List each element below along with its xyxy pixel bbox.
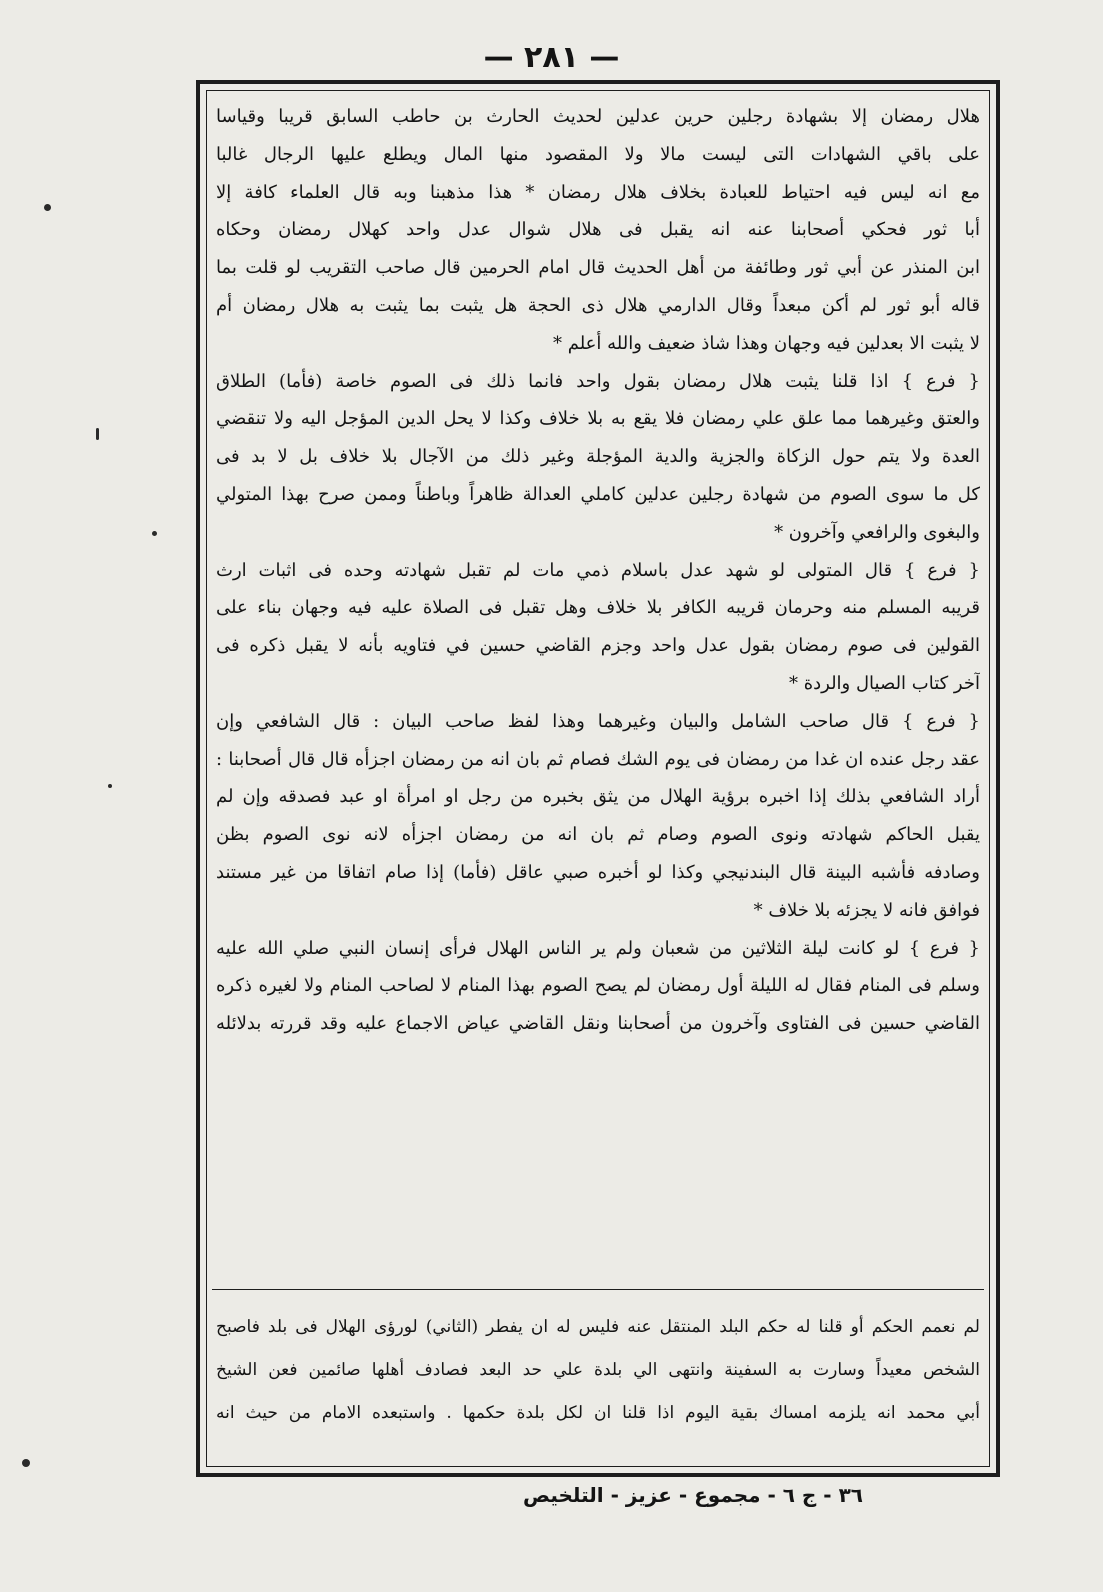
text-line: هلال رمضان إلا بشهادة رجلين حرين عدلين لحديث الحارث بن حاطب السابق قريبا وقياسا xyxy=(216,106,980,127)
text-line: والعتق وغيرهما مما علق علي رمضان فلا يقع به بلا خلاف وكذا لا يحل الدين المؤجل اليه ولا تنقضي xyxy=(216,408,980,430)
scan-speck xyxy=(108,784,112,788)
text-line: والبغوى والرافعي وآخرون * xyxy=(774,521,980,543)
text-line: { فرع } لو كانت ليلة الثلاثين من شعبان ولم ير الناس الهلال فرأى إنسان النبي صلي الله عليه xyxy=(216,937,980,959)
text-line: مع انه ليس فيه احتياط للعبادة بخلاف هلال رمضان * هذا مذهبنا وبه قال العلماء كافة إلا xyxy=(216,181,980,203)
text-line: لا يثبت الا بعدلين فيه وجهان وهذا شاذ ضعيف والله أعلم * xyxy=(553,332,980,354)
page-frame xyxy=(196,80,1000,1477)
text-line: العدة ولا يتم حول الزكاة والجزية والدية المؤجلة وغير ذلك من الآجال بلا خلاف بل لا بد فى xyxy=(216,446,980,468)
text-line: أبا ثور فحكي أصحابنا عنه انه يقبل فى هلال شوال عدل واحد كهلال رمضان وحكاه xyxy=(216,219,980,241)
footnote-line: أبي محمد انه يلزمه امساك بقية اليوم اذا قلنا ان لكل بلدة حكمها . واستبعده الامام من حيث انه xyxy=(216,1403,980,1423)
footnote-line: الشخص معيداً وسارت به السفينة وانتهى الي بلدة علي حد البعد فصادف أهلها صائمين فعن الشيخ xyxy=(216,1360,980,1380)
text-line: كل ما سوى الصوم من شهادة رجلين عدلين كاملي العدالة ظاهراً وباطناً وممن صرح بهذا المتولي xyxy=(216,483,980,505)
text-line: يقبل الحاكم شهادته ونوى الصوم وصام ثم بان انه من رمضان اجزأه لانه نوى الصوم بظن xyxy=(216,824,980,846)
text-line: عقد رجل عنده ان غدا من رمضان فى يوم الشك فصام ثم بان انه من رمضان اجزأه قال قال أصحابنا : xyxy=(216,748,980,770)
text-line: قاله أبو ثور لم أكن مبعداً وقال الدارمي هلال ذى الحجة هل يثبت بما يثبت به هلال رمضان أم xyxy=(216,294,980,316)
scan-speck xyxy=(152,531,157,536)
scan-speck xyxy=(44,204,51,211)
printer-signature: ٣٦ - ج ٦ - مجموع - عزيز - التلخيص xyxy=(523,1483,863,1507)
scan-speck xyxy=(96,428,99,440)
main-text-block xyxy=(216,98,980,1043)
text-line: ابن المنذر عن أبي ثور وطائفة من أهل الحديث قال امام الحرمين قال صاحب التقريب لو قلت بما xyxy=(216,257,980,279)
text-line: { فرع } قال المتولى لو شهد عدل باسلام ذمي مات لم تقبل شهادته وحده فى اثبات ارث xyxy=(216,559,980,581)
text-line: على باقي الشهادات التى ليست مالا ولا المقصود منها المال ويطلع عليها الرجال غالبا xyxy=(216,143,980,165)
text-line: وصادفه فأشبه البينة قال البندنيجي وكذا لو أخبره صبي عاقل (فأما) إذا صام اتفاقا من غير مستند xyxy=(216,861,980,883)
scan-speck xyxy=(22,1459,30,1467)
footnote-block xyxy=(216,1306,980,1435)
text-line: فوافق فانه لا يجزئه بلا خلاف * xyxy=(753,899,980,921)
text-line: وسلم فى المنام فقال له الليلة أول رمضان لم يصح الصوم بهذا المنام لا لصاحب المنام ولا لغيره ذكره xyxy=(216,975,980,997)
footnote-divider xyxy=(212,1289,984,1290)
footnote-line: لم نعمم الحكم أو قلنا له حكم البلد المنتقل عنه فليس له ان يفطر (الثاني) لورؤى الهلال فى بلد فاصبح xyxy=(216,1317,980,1337)
text-line: القولين فى صوم رمضان بقول عدل واحد وجزم القاضي حسين في فتاويه بأنه لا يقبل ذكره فى xyxy=(216,635,980,657)
text-line: أراد الشافعي بذلك إذا اخبره برؤية الهلال من يثق بخبره من رجل او امرأة او عبد فصدقه وإن لم xyxy=(216,786,980,808)
page-number: — ٢٨١ — xyxy=(483,40,620,75)
text-line: قريبه المسلم منه وحرمان قريبه الكافر بلا خلاف وهل تقبل فى الصلاة عليه فيه وجهان بناء على xyxy=(216,597,980,619)
text-line: آخر كتاب الصيال والردة * xyxy=(788,672,980,694)
text-line: القاضي حسين فى الفتاوى وآخرون من أصحابنا ونقل القاضي عياض الاجماع عليه وقد قررته بدلائله xyxy=(216,1013,980,1035)
text-line: { فرع } قال صاحب الشامل والبيان وغيرهما وهذا لفظ صاحب البيان : قال الشافعي وإن xyxy=(216,710,980,732)
text-line: { فرع } اذا قلنا يثبت هلال رمضان بقول واحد فانما ذلك فى الصوم خاصة (فأما) الطلاق xyxy=(216,370,980,392)
